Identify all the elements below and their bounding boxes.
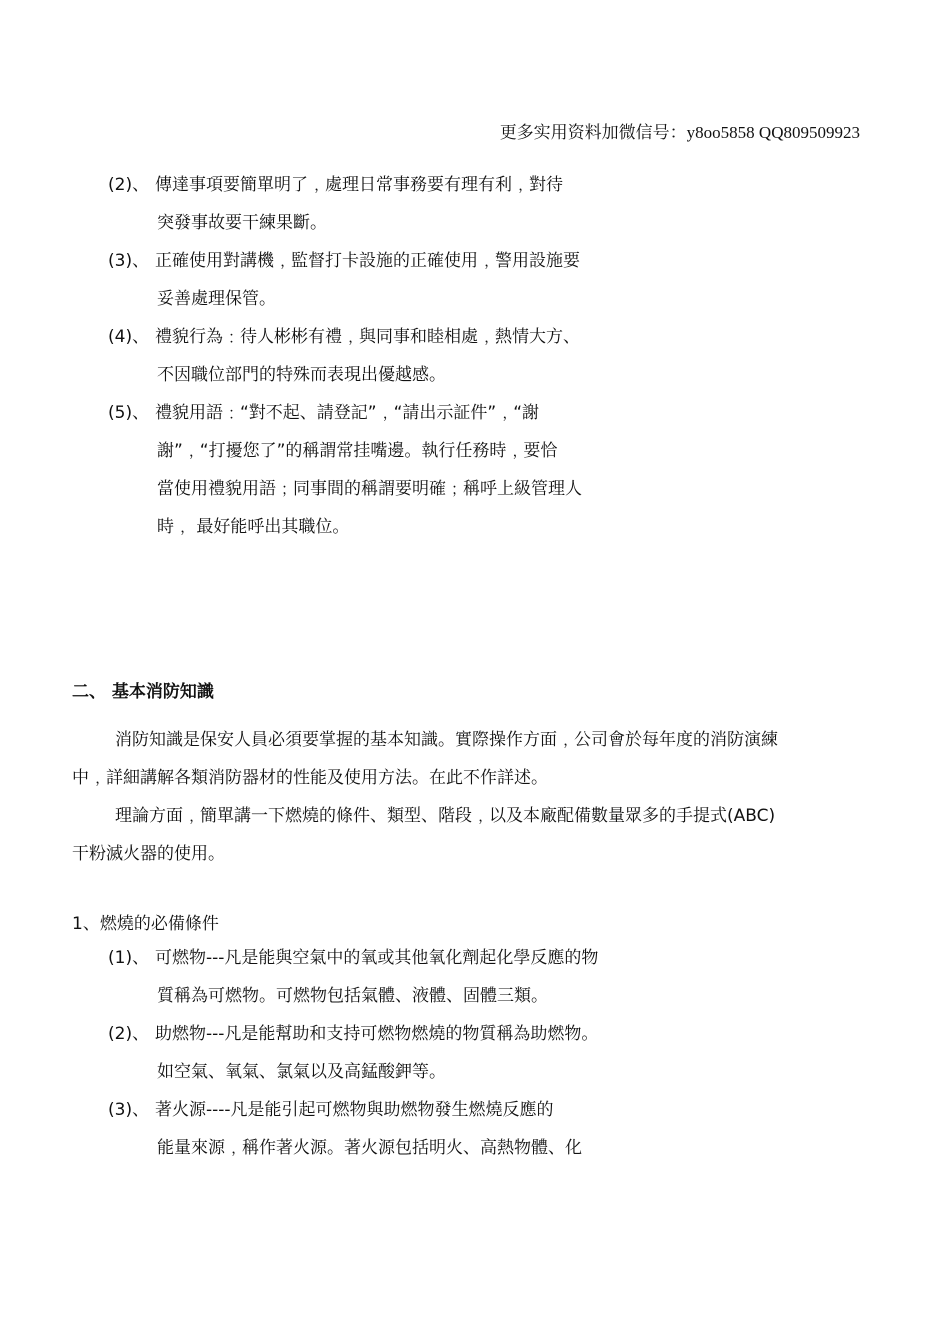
paragraph-line: 理論方面﹐簡單講一下燃燒的條件、類型、階段﹐以及本廠配備數量眾多的手提式(ABC) [115,806,776,826]
item-text-continued: 妥善處理保管。 [157,289,276,309]
item-text-continued: 能量來源﹐稱作著火源。著火源包括明火、高熱物體、化 [157,1138,582,1158]
item-number: (3)、 [108,251,150,271]
item-number: (2)、 [108,1024,150,1044]
item-number: (2)、 [108,175,150,195]
item-text-continued: 謝”﹐“打擾您了”的稱謂常挂嘴邊。執行任務時﹐要恰 [157,441,558,461]
item-text: 可燃物---凡是能與空氣中的氧或其他氧化劑起化學反應的物 [155,948,599,968]
item-number: (5)、 [108,403,150,423]
item-text-continued: 質稱為可燃物。可燃物包括氣體、液體、固體三類。 [157,986,548,1006]
item-text: 助燃物---凡是能幫助和支持可燃物燃燒的物質稱為助燃物。 [155,1024,599,1044]
paragraph-line: 中﹐詳細講解各類消防器材的性能及使用方法。在此不作詳述。 [72,768,548,788]
item-number: (3)、 [108,1100,150,1120]
item-text-continued: 當使用禮貌用語﹔同事間的稱謂要明確﹔稱呼上級管理人 [157,479,582,499]
item-text: 禮貌用語﹕“對不起、請登記”﹐“請出示証件”﹐“謝 [155,403,540,423]
item-text-continued: 如空氣、氧氣、氯氣以及高錳酸鉀等。 [157,1062,446,1082]
contact-header: 更多实用资料加微信号：y8oo5858 QQ809509923 [499,123,860,142]
item-text-continued: 突發事故要干練果斷。 [157,213,327,233]
paragraph-line: 消防知識是保安人員必須要掌握的基本知識。實際操作方面﹐公司會於每年度的消防演練 [115,730,778,750]
item-number: (1)、 [108,948,150,968]
item-text: 禮貌行為﹕待人彬彬有禮﹐與同事和睦相處﹐熱情大方、 [155,327,580,347]
item-text: 正確使用對講機﹐監督打卡設施的正確使用﹐警用設施要 [155,251,580,271]
section-heading: 二、 基本消防知識 [72,682,214,702]
item-text-continued: 時﹐ 最好能呼出其職位。 [157,517,350,537]
item-text: 傳達事項要簡單明了﹐處理日常事務要有理有利﹐對待 [155,175,563,195]
subsection-heading: 1、燃燒的必備條件 [72,914,219,934]
item-text-continued: 不因職位部門的特殊而表現出優越感。 [157,365,446,385]
paragraph-line: 干粉滅火器的使用。 [72,844,225,864]
item-number: (4)、 [108,327,150,347]
item-text: 著火源----凡是能引起可燃物與助燃物發生燃燒反應的 [155,1100,554,1120]
